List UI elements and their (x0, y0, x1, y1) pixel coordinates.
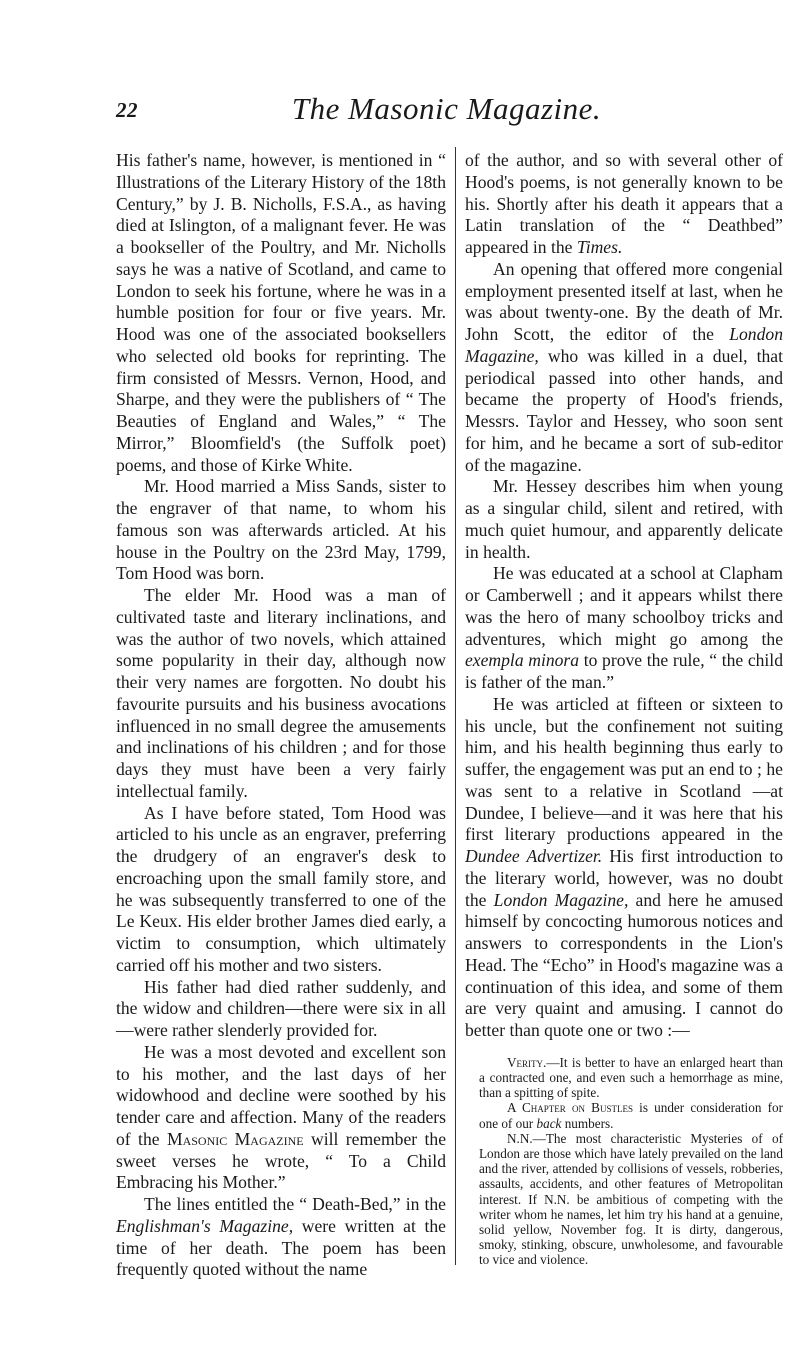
paragraph: Mr. Hood married a Miss Sands, sister to the engraver of that name, to whom his famous son was afterwards articled. At his house in the Poultry on the 23rd May, 1799, Tom Hood was born. (116, 476, 446, 584)
paragraph: Mr. Hessey describes him when young as a singular child, silent and retired, with much quiet humour, and apparently delicate in health. (465, 476, 783, 562)
italic-title: Times. (576, 237, 623, 257)
paragraph: He was articled at fifteen or sixteen to his uncle, but the confinement not suiting him, and his health beginning thus early to suffer, the engagement was put an end to ; he was sent to a relative in Scotland —at Dundee, I believe—and it was here that his first literary productions appeared in the Dundee Advertizer. His first introduction to the literary world, however, was no doubt the London Magazine, and here he amused himself by concocting humorous notices and answers to correspondents in the Lion's Head. The “Echo” in Hood's magazine was a continuation of this idea, and some of them are very quaint and amusing. I cannot do better than quote one or two :— (465, 693, 784, 1040)
column-rule (455, 147, 456, 1265)
notice-item: Verity.—It is better to have an enlarged heart than a contracted one, and even such a hemorrhage as mine, than a spitting of spite. (479, 1054, 783, 1101)
paragraph: He was a most devoted and excellent son to his mother, and the last days of her widowhood and decline were soothed by his tender care and affection. Many of the readers of the Masonic Magazine will remember the sweet verses he wrote, “ To a Child Embracing his Mother.” (116, 1041, 447, 1193)
italic-title: Dundee Advertizer. (465, 846, 603, 866)
right-column (465, 150, 783, 1268)
paragraph: His father's name, however, is mentioned in “ Illustrations of the Literary History of the 18th Century,” by J. B. Nicholls, F.S.A., as having died at Islington, of a malignant fever. He was a bookseller of the Poultry, and Mr. Nicholls says he was a native of Scotland, and came to London to seek his fortune, where he was in a humble position for four or five years. Mr. Hood was one of the associated booksellers who selected old books for reprinting. The firm consisted of Messrs. Vernon, Hood, and Sharpe, and they were the publishers of “ The Beauties of England and Wales,” “ The Mirror,” Bloomfield's (the Suffolk poet) poems, and those of Kirke White. (116, 150, 446, 475)
paragraph: He was educated at a school at Clapham or Camberwell ; and it appears whilst there was the hero of many schoolboy tricks and adventures, which might go among the exempla minora to prove the rule, “ the child is father of the man.” (465, 563, 783, 692)
notice-heading: N.N. (507, 1130, 533, 1146)
paragraph: His father had died rather suddenly, and the widow and children—there were six in all—were rather slenderly provided for. (116, 976, 446, 1040)
notice-heading: Verity. (507, 1054, 547, 1070)
paragraph: The elder Mr. Hood was a man of cultivated taste and literary inclinations, and was the author of two novels, which attained some popularity in their day, although now their very names are forgotten. No doubt his favourite pursuits and his business avocations influenced in no small degree the amusements and inclinations of his children ; and for those days they must have been a very fairly intellectual family. (116, 585, 446, 801)
notice-item: N.N.—The most characteristic Mysteries of of London are those which have lately prevailed on the land and the river, attended by collisions of vessels, robberies, assaults, accidents, and other features of Metropolitan interest. If N.N. be ambitious of competing with the writer whom he names, let him try his hand at a genuine, solid yellow, November fog. It is dirty, dangerous, smoky, stinking, obscure, unwholesome, and favourable to vice and violence. (479, 1130, 783, 1268)
quoted-notices (465, 1055, 783, 1268)
left-column (116, 150, 446, 1281)
magazine-name: Masonic Magazine (166, 1128, 304, 1149)
notice-item: A Chapter on Bustles is under consideration for one of our back numbers. (479, 1100, 783, 1131)
paragraph: The lines entitled the “ Death-Bed,” in the Englishman's Magazine, were written at the time of her death. The poem has been frequently quoted without the name (116, 1194, 446, 1280)
italic-title: London Magazine, (493, 889, 629, 910)
running-title: The Masonic Magazine. (291, 91, 602, 126)
paragraph: of the author, and so with several other of Hood's poems, is not generally known to be his. Shortly after his death it appears that a Latin translation of the “ Deathbed” appeared in the Times. (465, 150, 783, 257)
paragraph: As I have before stated, Tom Hood was articled to his uncle as an engraver, preferring the drudgery of an engraver's desk to encroaching upon the small family store, and he was subsequently transferred to one of the Le Keux. His elder brother James died early, a victim to consumption, which ultimately carried off his mother and two sisters. (116, 802, 446, 975)
paragraph: An opening that offered more congenial employment presented itself at last, when he was about twenty-one. By the death of Mr. John Scott, the editor of the London Magazine, who was killed in a duel, that periodical passed into other hands, and became the property of Hood's friends, Messrs. Taylor and Hessey, who soon sent for him, and he became a sort of sub-editor of the magazine. (465, 258, 783, 475)
page-number: 22 (116, 98, 138, 122)
italic-phrase: exempla minora (465, 650, 580, 671)
italic-title: London Magazine, (465, 324, 783, 366)
notice-heading: A Chapter on Bustles (507, 1100, 633, 1116)
italic-title: Englishman's Magazine, (116, 1215, 294, 1236)
